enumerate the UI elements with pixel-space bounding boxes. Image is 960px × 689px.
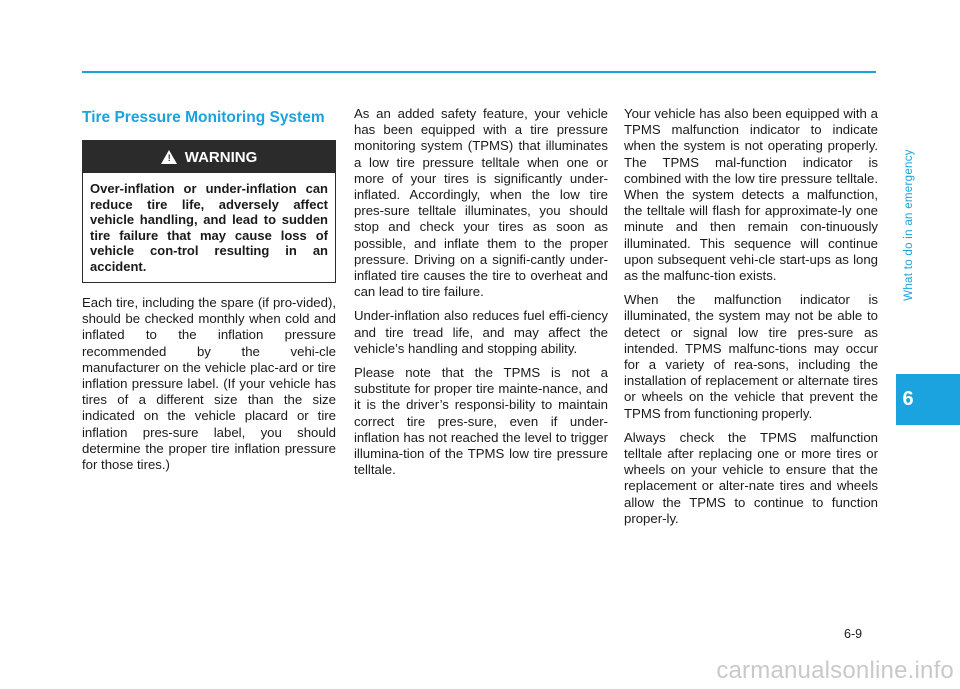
warning-icon: ! [161,150,177,164]
chapter-tab[interactable] [896,374,960,425]
paragraph: As an added safety feature, your vehicle has been equipped with a tire pressure monitoring system (TPMS) that illuminates a low tire pressure telltale when one or more of your tires is significantly under-inflated. Accordingly, when the low tire pres-sure telltale illuminates, you should stop and check your tires as soon as possible, and inflate them to the proper pressure. Driving on a signifi-cantly under-inflated tire causes the tire to overheat and can lead to tire failure. [354,106,608,300]
chapter-side-label-text: What to do in an emergency [903,149,916,301]
watermark: carmanualsonline.info [716,657,954,684]
section-title: Tire Pressure Monitoring System [82,109,325,126]
column-2 [354,106,608,486]
top-rule [82,71,876,73]
chapter-number: 6 [902,388,914,410]
warning-text: Over-inflation or under-inflation can reduce tire life, adversely affect vehicle handling, and lead to sudden tire failure that may cause loss of vehicle con-trol resulting in an accident. [90,181,328,274]
column-1 [82,110,336,481]
paragraph: When the malfunction indicator is illuminated, the system may not be able to detect or signal low tire pres-sure as intended. TPMS malfunc-tions may occur for a variety of rea-sons, including the installation of replacement or alternate tires or wheels on the vehicle that prevent the TPMS from functioning properly. [624,292,878,421]
warning-box [82,140,336,283]
paragraph: Always check the TPMS malfunction telltale after replacing one or more tires or wheels on your vehicle to ensure that the replacement or alter-nate tires and wheels allow the TPMS to continue to function proper-ly. [624,429,878,526]
paragraph: Your vehicle has also been equipped with a TPMS malfunction indicator to indicate when the system is not operating properly. The TPMS mal-function indicator is combined with the low tire pressure telltale. When the system detects a malfunction, the telltale will flash for approximate-ly one minute and then remain con-tinuously illuminated. This sequence will continue upon subsequent vehi-cle start-ups as long as the malfunc-tion exists. [624,106,878,284]
paragraph: Please note that the TPMS is not a substitute for proper tire mainte-nance, and it is the driver’s responsi-bility to maintain correct tire pres-sure, even if under-inflation has not reached the level to trigger illumina-tion of the TPMS low tire pressure telltale. [354,365,608,478]
chapter-side-label [897,76,921,374]
warning-header [83,141,335,173]
paragraph: Each tire, including the spare (if pro-vided), should be checked monthly when cold and inflated to the inflation pressure recommended by the vehi-cle manufacturer on the vehicle plac-ard or tire inflation pressure label. (If your vehicle has tires of a different size than the size indicated on the vehicle placard or tire inflation pres-sure label, you should determine the proper tire inflation pressure for those tires.) [82,295,336,473]
page-number: 6-9 [844,627,863,641]
column-3 [624,106,878,535]
paragraph: Under-inflation also reduces fuel effi-ciency and tire tread life, and may affect the vehicle’s handling and stopping ability. [354,308,608,356]
warning-label: WARNING [184,148,258,166]
